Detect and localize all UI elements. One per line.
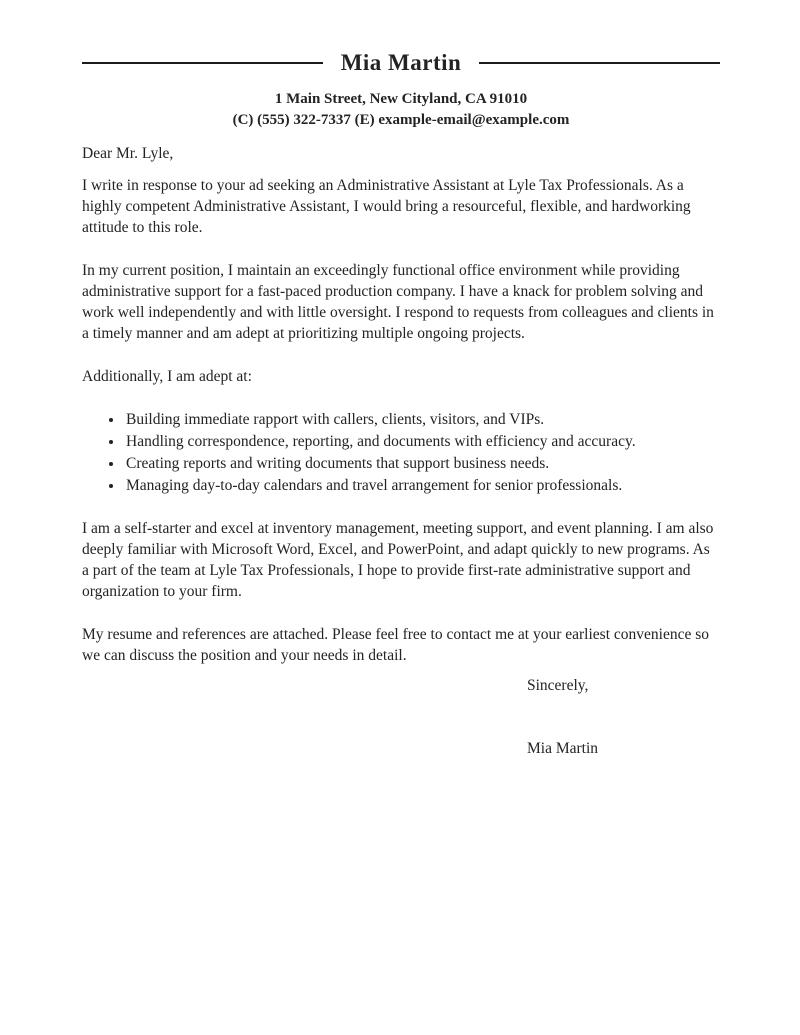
contact-line: (C) (555) 322-7337 (E) example-email@example.com (232, 112, 570, 128)
letter-header (82, 50, 720, 76)
skills-list (82, 409, 720, 496)
body-paragraph: My resume and references are attached. Please feel free to contact me at your earliest convenience so we can discuss the position and your needs in detail. (82, 626, 710, 664)
body-paragraph: I write in response to your ad seeking an Administrative Assistant at Lyle Tax Professionals. As a highly competent Administrative Assistant, I would bring a resourceful, flexible, and hardworking attitude to this role. (82, 177, 691, 236)
closing-block (527, 675, 720, 759)
valediction: Sincerely, (527, 677, 589, 694)
header-rule-left (82, 62, 323, 64)
body-paragraph: In my current position, I maintain an exceedingly functional office environment while providing administrative support for a fast-paced production company. I have a knack for problem solving and work well independently and with little oversight. I respond to requests from colleagues and clients in a timely manner and am adept at prioritizing multiple ongoing projects. (82, 262, 714, 342)
body-paragraph: I am a self-starter and excel at inventory management, meeting support, and event planning. I am also deeply familiar with Microsoft Word, Excel, and PowerPoint, and adapt quickly to new programs. As a part of the team at Lyle Tax Professionals, I hope to provide first-rate administrative support and organization to your firm. (82, 520, 714, 600)
bullet-item: • Building immediate rapport with callers, clients, visitors, and VIPs. (124, 409, 720, 430)
sender-name: Mia Martin (340, 50, 462, 75)
bullet-item: • Creating reports and writing documents that support business needs. (124, 453, 720, 474)
bullet-item: • Handling correspondence, reporting, and documents with efficiency and accuracy. (124, 431, 720, 452)
list-intro: Additionally, I am adept at: (82, 368, 252, 385)
contact-block (82, 89, 720, 131)
address-line: 1 Main Street, New Cityland, CA 91010 (274, 91, 528, 107)
header-rule-right (479, 62, 720, 64)
signature-name: Mia Martin (527, 740, 599, 757)
bullet-item: • Managing day-to-day calendars and travel arrangement for senior professionals. (124, 475, 720, 496)
salutation: Dear Mr. Lyle, (82, 145, 174, 162)
